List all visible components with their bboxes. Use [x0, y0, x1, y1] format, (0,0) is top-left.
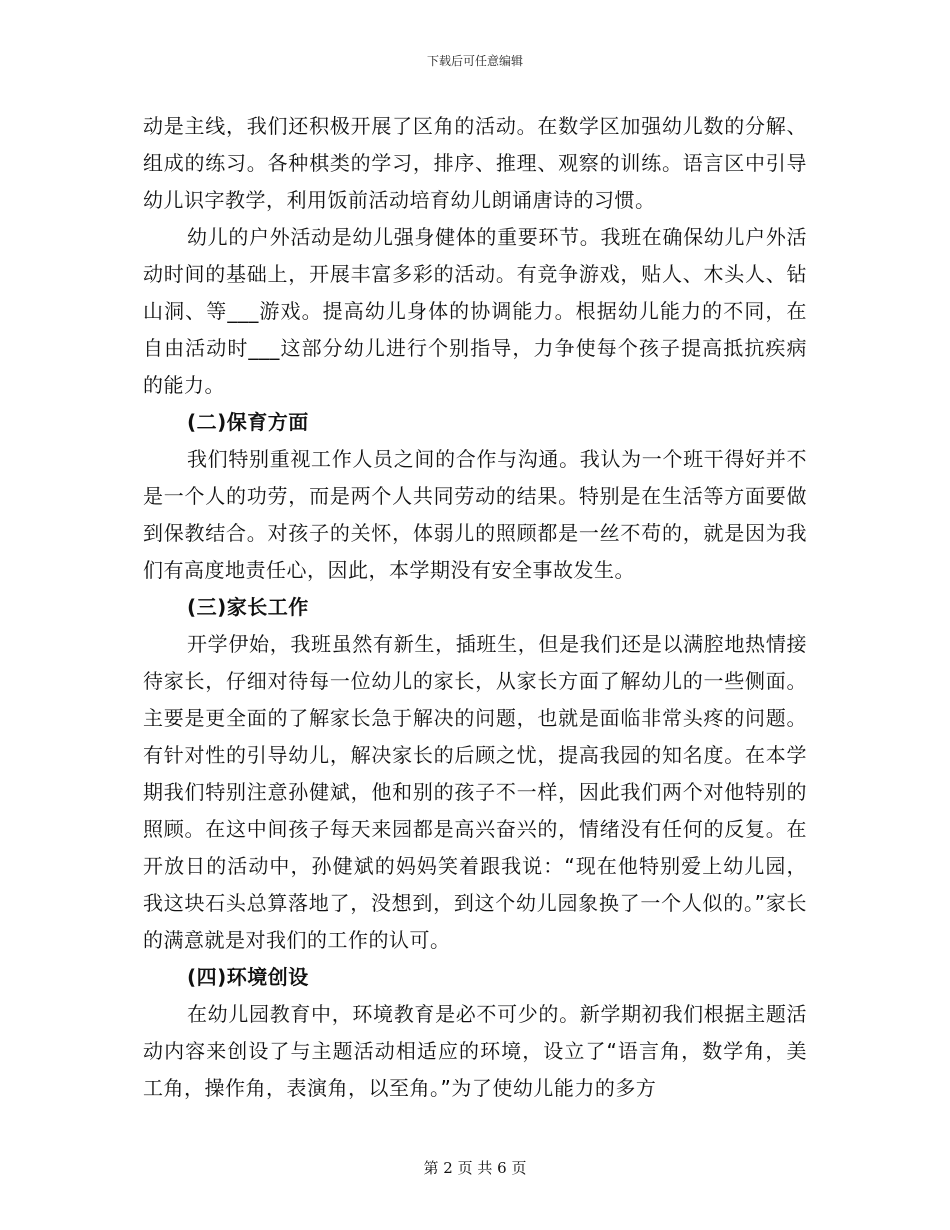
- paragraph: 开学伊始，我班虽然有新生，插班生，但是我们还是以满腔地热情接待家长，仔细对待每一位幼儿的家长，从家长方面了解幼儿的一些侧面。主要是更全面的了解家长急于解决的问题，也就是面临非常头疼的问题。有针对性的引导幼儿，解决家长的后顾之忧，提高我园的知名度。在本学期我们特别注意孙健斌，他和别的孩子不一样，因此我们两个对他特别的照顾。在这中间孩子每天来园都是高兴奋兴的，情绪没有任何的反复。在开放日的活动中，孙健斌的妈妈笑着跟我说：“现在他特别爱上幼儿园，我这块石头总算落地了，没想到，到这个幼儿园象换了一个人似的。”家长的满意就是对我们的工作的认可。: [143, 632, 807, 952]
- document-body: [143, 108, 807, 1107]
- paragraph: 在幼儿园教育中，环境教育是必不可少的。新学期初我们根据主题活动内容来创设了与主题活动相适应的环境，设立了“语言角，数学角，美工角，操作角，表演角，以至角。”为了使幼儿能力的多方: [143, 1002, 807, 1100]
- page-header: 下载后可任意编辑: [426, 54, 523, 68]
- paragraph: 我们特别重视工作人员之间的合作与沟通。我认为一个班干得好并不是一个人的功劳，而是两个人共同劳动的结果。特别是在生活等方面要做到保教结合。对孩子的关怀，体弱儿的照顾都是一丝不苟的，就是因为我们有高度地责任心，因此，本学期没有安全事故发生。: [143, 447, 807, 582]
- paragraph: 幼儿的户外活动是幼儿强身健体的重要环节。我班在确保幼儿户外活动时间的基础上，开展丰富多彩的活动。有竞争游戏，贴人、木头人、钻山洞、等___游戏。提高幼儿身体的协调能力。根据幼儿能力的不同，在自由活动时___这部分幼儿进行个别指导，力争使每个孩子提高抵抗疾病的能力。: [143, 225, 807, 397]
- section-heading: (四)环境创设: [187, 965, 309, 989]
- paragraph: 动是主线，我们还积极开展了区角的活动。在数学区加强幼儿数的分解、组成的练习。各种棋类的学习，排序、推理、观察的训练。语言区中引导幼儿识字教学，利用饭前活动培育幼儿朗诵唐诗的习惯。: [143, 114, 807, 212]
- page-footer: 第 2 页 共 6 页: [423, 1159, 527, 1177]
- section-heading: (二)保育方面: [187, 410, 309, 434]
- section-heading: (三)家长工作: [187, 595, 309, 619]
